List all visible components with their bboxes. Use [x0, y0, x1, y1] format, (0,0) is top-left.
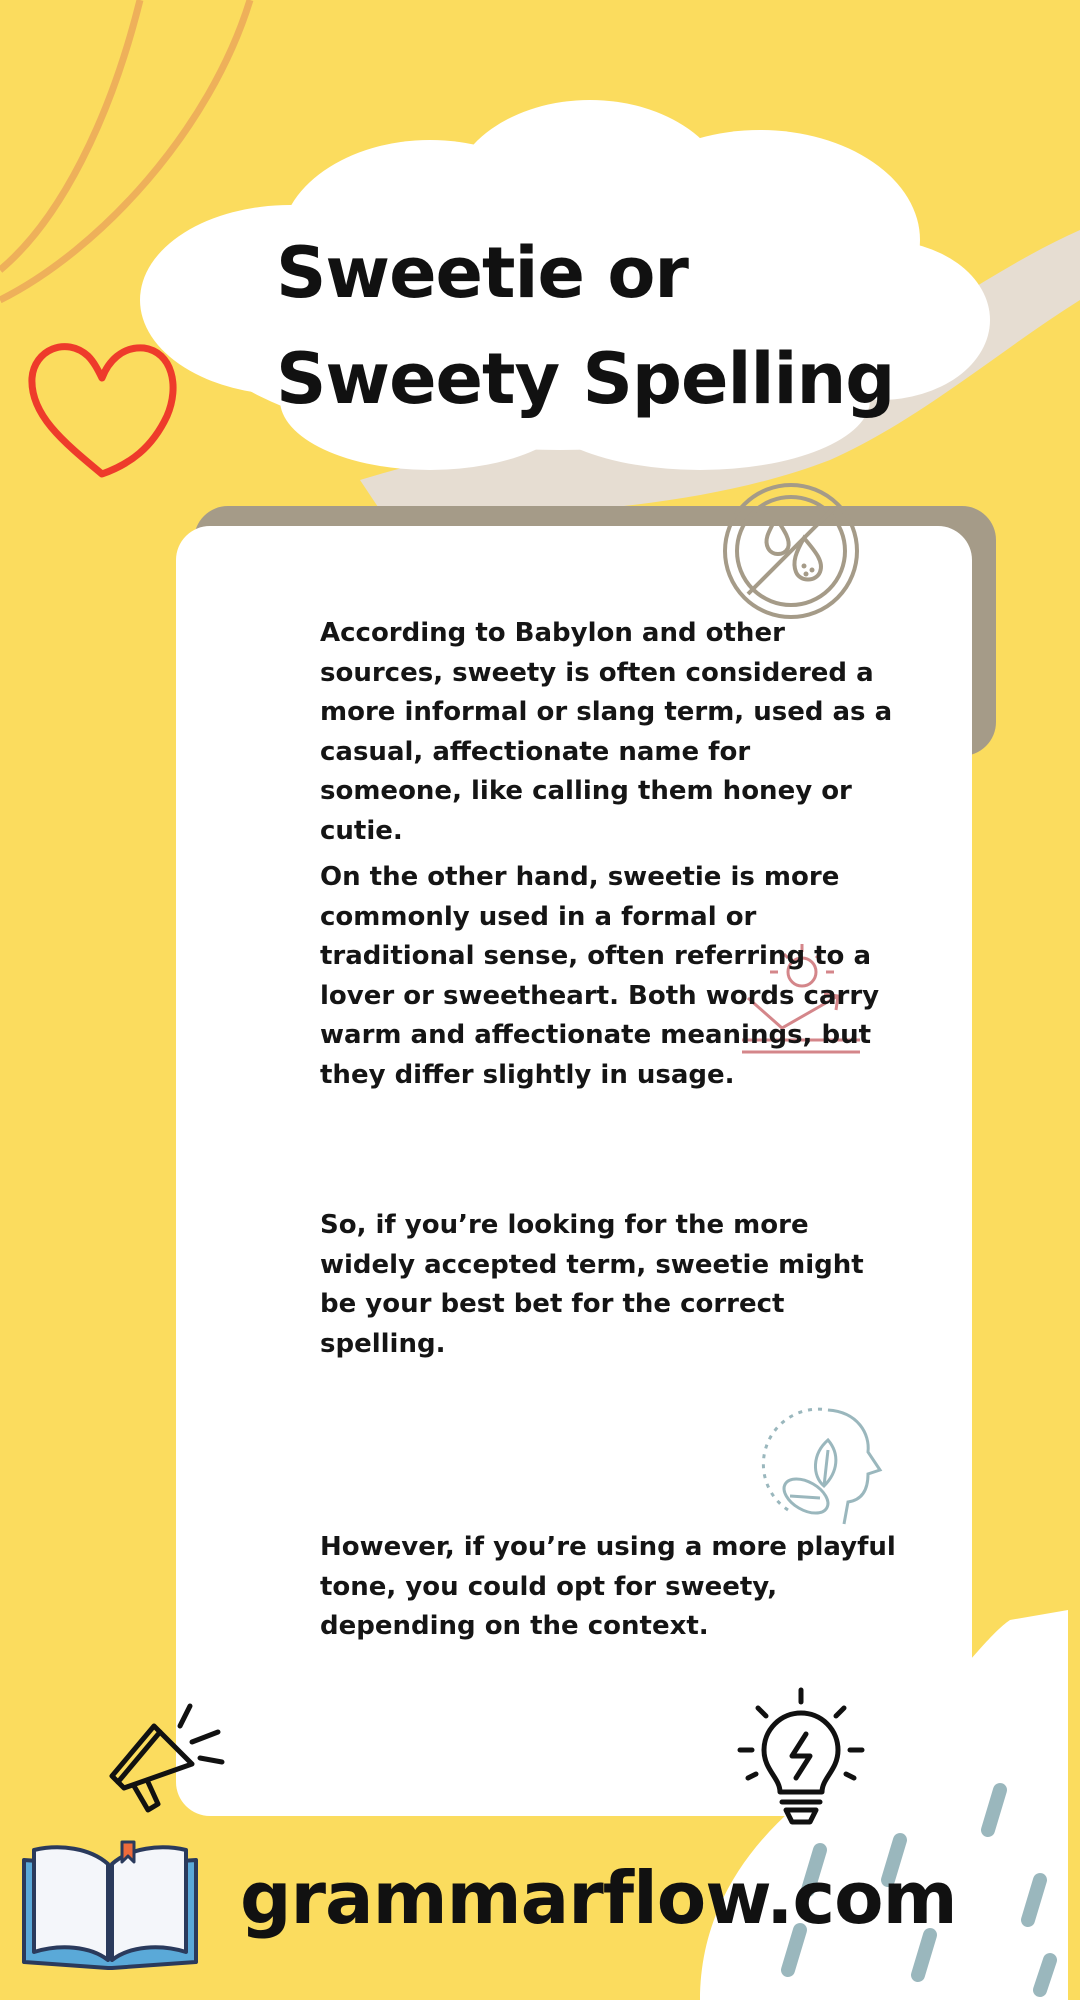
no-water-icon	[718, 478, 864, 624]
megaphone-icon	[104, 1690, 234, 1820]
site-url[interactable]: grammarflow.com	[240, 1856, 957, 1940]
face-leaf-icon	[758, 1400, 888, 1530]
paragraph-2: On the other hand, sweetie is more commonly used in a formal or traditional sense, often referring to a lover or sweetheart. Both words carry warm and affectionate meanings, but they differ slightly in usage.	[320, 862, 880, 1090]
page-title	[276, 220, 1016, 432]
title-line-2: Sweety Spelling	[276, 338, 895, 420]
open-book-icon	[20, 1836, 200, 1976]
heart-icon	[22, 326, 182, 486]
title-line-1: Sweetie or	[276, 232, 688, 314]
paragraph-3: So, if you’re looking for the more widely accepted term, sweetie might be your best bet for the correct spelling.	[320, 1210, 864, 1359]
paragraph-1: According to Babylon and other sources, sweety is often considered a more informal or slang term, used as a casual, affectionate name for someone, like calling them honey or cutie.	[320, 618, 893, 846]
lightbulb-icon	[736, 1686, 866, 1830]
paragraph-4: However, if you’re using a more playful tone, you could opt for sweety, depending on the context.	[320, 1532, 896, 1641]
